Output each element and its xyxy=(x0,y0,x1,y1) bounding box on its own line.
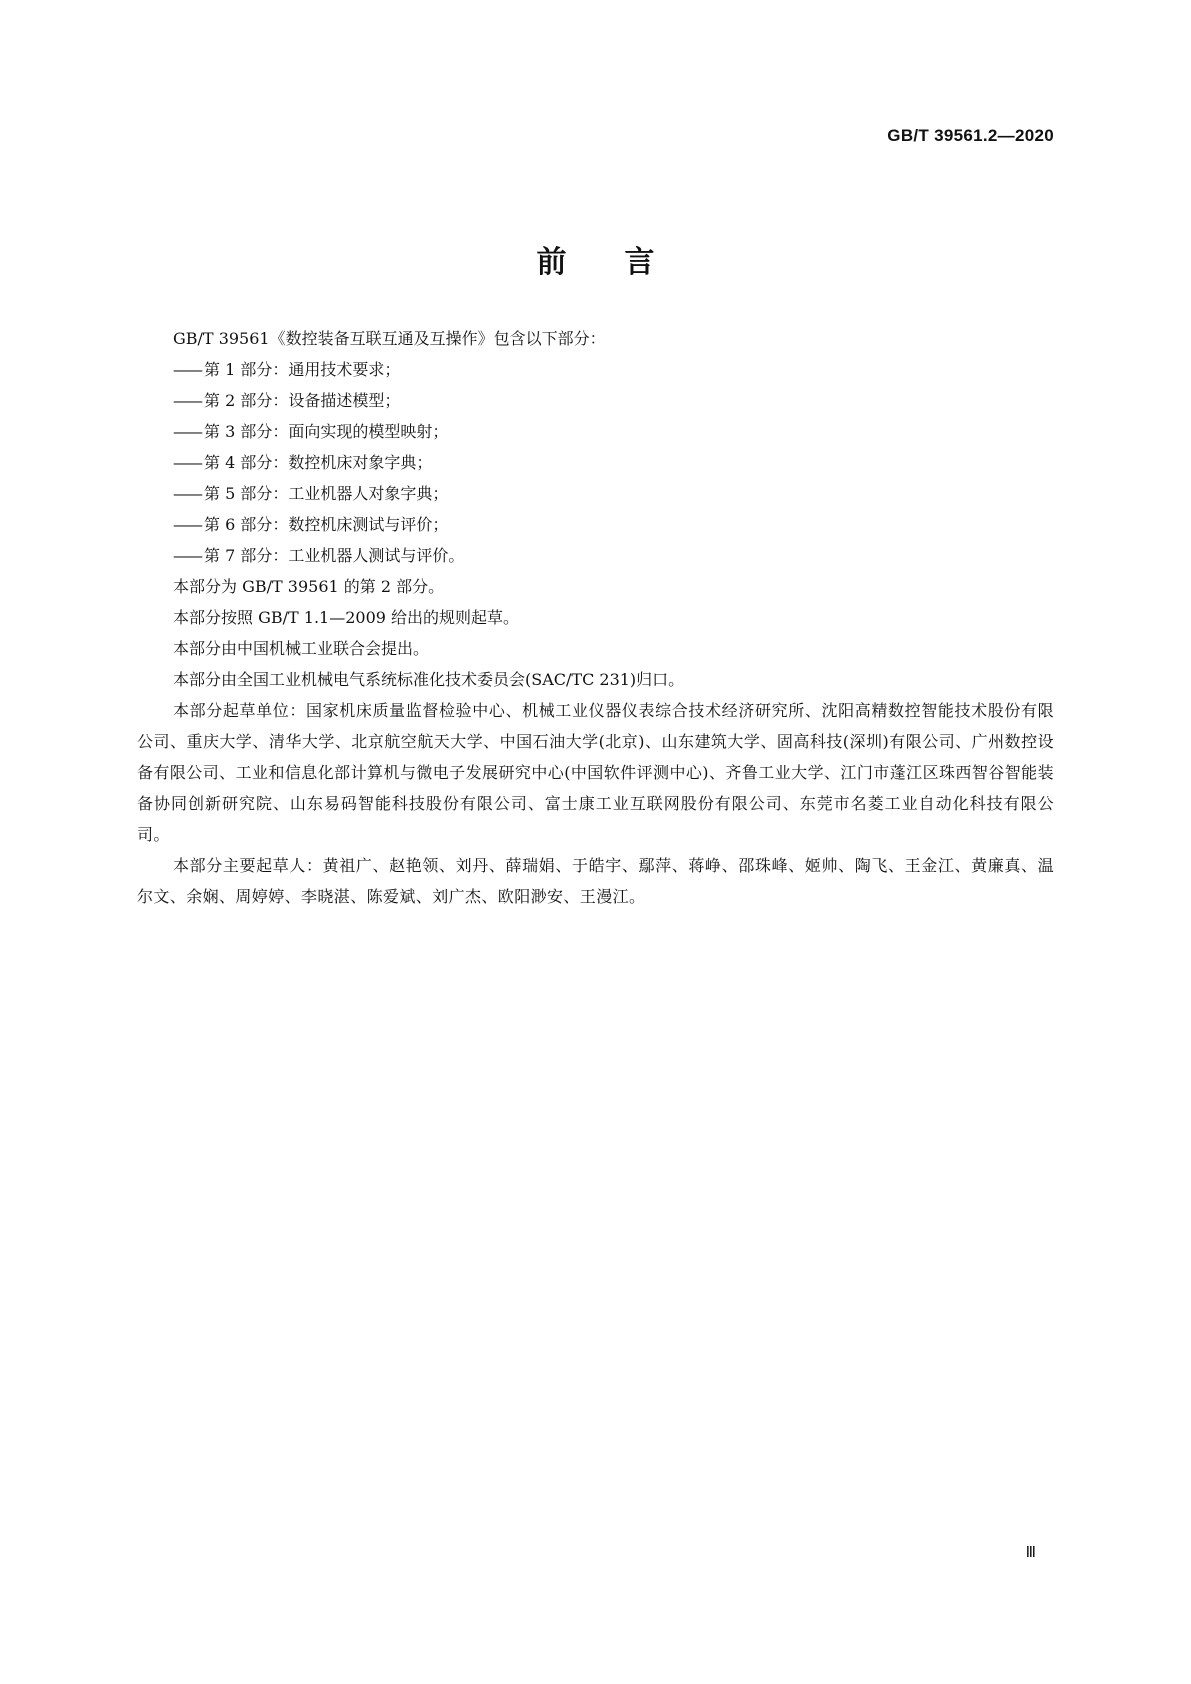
dash-marker: —— xyxy=(173,484,201,503)
dash-marker: —— xyxy=(173,453,201,472)
statement-part-number: 本部分为 GB/T 39561 的第 2 部分。 xyxy=(173,577,445,596)
page-number: Ⅲ xyxy=(1025,1545,1036,1561)
drafters-paragraph: 本部分主要起草人：黄祖广、赵艳领、刘丹、薛瑞娟、于皓宇、鄢萍、蒋峥、邵珠峰、姬帅、陶飞、王金江、黄廉真、温尔文、余娴、周婷婷、李晓湛、陈爱斌、刘广杰、欧阳渺安、王漫江。 xyxy=(137,856,1054,906)
list-item xyxy=(137,447,1054,478)
part-label: 第 1 部分：通用技术要求； xyxy=(204,360,401,379)
page-title: 前言 xyxy=(536,245,713,281)
list-item xyxy=(137,416,1054,447)
list-item xyxy=(137,540,1054,571)
statement-committee: 本部分由全国工业机械电气系统标准化技术委员会(SAC/TC 231)归口。 xyxy=(173,670,685,689)
foreword-body xyxy=(137,323,1054,912)
list-item xyxy=(137,354,1054,385)
part-label: 第 7 部分：工业机器人测试与评价。 xyxy=(204,546,465,565)
part-label: 第 2 部分：设备描述模型； xyxy=(204,391,401,410)
intro-line: GB/T 39561《数控装备互联互通及互操作》包含以下部分： xyxy=(173,329,606,348)
dash-marker: —— xyxy=(173,391,201,410)
part-label: 第 4 部分：数控机床对象字典； xyxy=(204,453,433,472)
statement-drafting-rules: 本部分按照 GB/T 1.1—2009 给出的规则起草。 xyxy=(173,608,520,627)
dash-marker: —— xyxy=(173,360,201,379)
parts-list xyxy=(137,354,1054,571)
statement-proposer: 本部分由中国机械工业联合会提出。 xyxy=(173,639,430,658)
standard-code: GB/T 39561.2—2020 xyxy=(887,126,1054,145)
list-item xyxy=(137,385,1054,416)
part-label: 第 6 部分：数控机床测试与评价； xyxy=(204,515,449,534)
dash-marker: —— xyxy=(173,515,201,534)
part-label: 第 5 部分：工业机器人对象字典； xyxy=(204,484,449,503)
dash-marker: —— xyxy=(173,546,201,565)
dash-marker: —— xyxy=(173,422,201,441)
list-item xyxy=(137,478,1054,509)
drafting-units-paragraph: 本部分起草单位：国家机床质量监督检验中心、机械工业仪器仪表综合技术经济研究所、沈阳高精数控智能技术股份有限公司、重庆大学、清华大学、北京航空航天大学、中国石油大学(北京)、山东建筑大学、固高科技(深圳)有限公司、广州数控设备有限公司、工业和信息化部计算机与微电子发展研究中心(中国软件评测中心)、齐鲁工业大学、江门市蓬江区珠西智谷智能装备协同创新研究院、山东易码智能科技股份有限公司、富士康工业互联网股份有限公司、东莞市名菱工业自动化科技有限公司。 xyxy=(137,701,1054,844)
list-item xyxy=(137,509,1054,540)
part-label: 第 3 部分：面向实现的模型映射； xyxy=(204,422,449,441)
